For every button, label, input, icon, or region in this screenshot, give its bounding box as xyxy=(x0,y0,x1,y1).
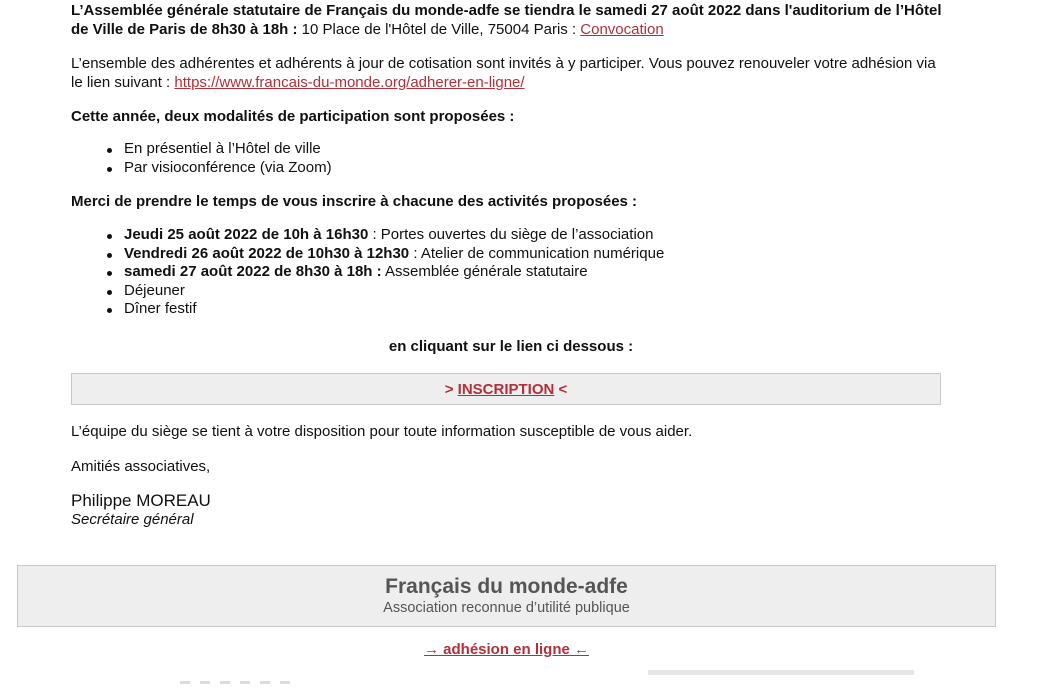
email-body xyxy=(71,0,951,529)
list-item: En présentiel à l’Hôtel de ville xyxy=(124,140,951,159)
inscription-link[interactable]: INSCRIPTION xyxy=(457,380,555,398)
modes-list xyxy=(71,140,951,177)
intro-address: 10 Place de l'Hôtel de Ville, 75004 Paris : xyxy=(297,21,581,38)
signature-name: Philippe MOREAU xyxy=(71,490,211,510)
intro-paragraph xyxy=(71,1,951,39)
adhesion-link[interactable]: → adhésion en ligne ← xyxy=(423,641,590,658)
modes-heading: Cette année, deux modalités de participation sont proposées : xyxy=(71,108,515,125)
members-text: L’ensemble des adhérentes et adhérents à jour de cotisation sont invités à y participer. Vous pouvez renouveler votre adhésion via le lien suivant : xyxy=(71,55,936,91)
inscription-box: > INSCRIPTION < xyxy=(71,373,941,405)
signature-role: Secrétaire général xyxy=(71,510,194,528)
org-name: Français du monde-adfe xyxy=(385,575,628,598)
list-item: samedi 27 août 2022 de 8h30 à 18h : Assemblée générale statutaire xyxy=(124,263,951,282)
org-subtitle: Association reconnue d’utilité publique xyxy=(383,600,630,616)
adhesion-line xyxy=(0,640,1013,660)
intro-bold: L’Assemblée générale statutaire de Français du monde-adfe se tiendra le samedi 27 août 2022 dans l'auditorium de l’Hôtel de Ville de Paris de 8h30 à 18h : xyxy=(71,2,942,38)
cut-off-image xyxy=(648,670,914,675)
convocation-link[interactable]: Convocation xyxy=(580,21,664,38)
activities-list xyxy=(71,226,951,319)
support-text: L’équipe du siège se tient à votre disposition pour toute information susceptible de vous aider. xyxy=(71,422,693,440)
org-banner xyxy=(17,565,996,627)
list-item: Vendredi 26 août 2022 de 10h30 à 12h30 : Atelier de communication numérique xyxy=(124,245,951,264)
activities-heading: Merci de prendre le temps de vous inscrire à chacune des activités proposées : xyxy=(71,193,638,210)
cut-off-content xyxy=(180,671,380,675)
list-item: Jeudi 25 août 2022 de 10h à 16h30 : Portes ouvertes du siège de l’association xyxy=(124,226,951,245)
list-item: Par visioconférence (via Zoom) xyxy=(124,159,951,178)
closing-text: Amitiés associatives, xyxy=(71,457,211,475)
list-item: Déjeuner xyxy=(124,282,951,301)
adherer-link[interactable]: https://www.francais-du-monde.org/adherer-en-ligne/ xyxy=(174,74,525,91)
members-paragraph xyxy=(71,54,951,92)
click-instruction: en cliquant sur le lien ci dessous : xyxy=(388,337,634,355)
list-item: Dîner festif xyxy=(124,300,951,319)
